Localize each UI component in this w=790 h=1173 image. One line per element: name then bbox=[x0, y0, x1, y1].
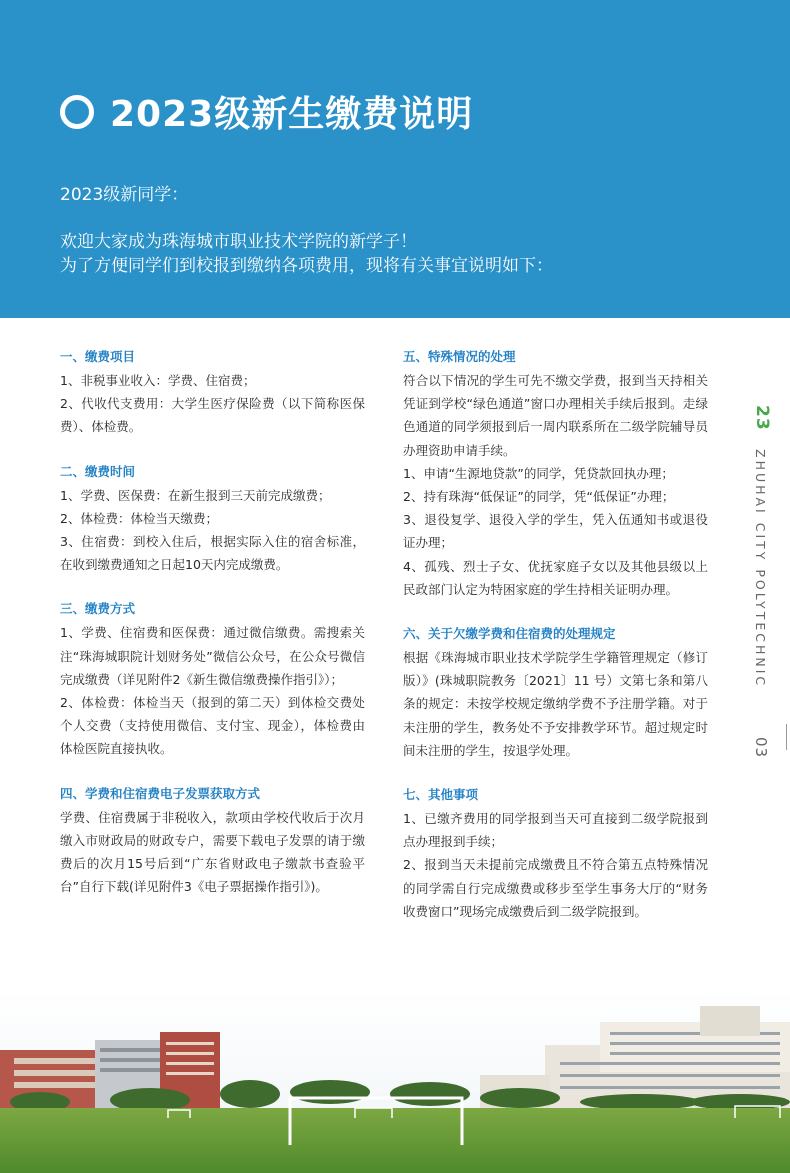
campus-photo bbox=[0, 990, 790, 1173]
section-title: 二、缴费时间 bbox=[60, 463, 136, 479]
section-line: 2、体检费：体检当天（报到的第二天）到体检交费处个人交费（支持使用微信、支付宝、现金），体检费由体检医院直接执收。 bbox=[60, 695, 365, 757]
section-line: 符合以下情况的学生可先不缴交学费，报到当天持相关凭证到学校“绿色通道”窗口办理相关手续后报到。走绿色通道的同学须报到后一周内联系所在二级学院辅导员办理资助申请手续。 bbox=[403, 373, 708, 458]
section-line: 1、申请“生源地贷款”的同学，凭贷款回执办理； bbox=[403, 465, 674, 481]
section-title: 三、缴费方式 bbox=[60, 601, 136, 617]
section-e-invoice bbox=[60, 783, 365, 899]
section-arrears-rules bbox=[403, 623, 708, 762]
sports-field bbox=[0, 1108, 790, 1173]
section-line: 1、已缴齐费用的同学报到当天可直接到二级学院报到点办理报到手续； bbox=[403, 811, 708, 850]
section-title: 七、其他事项 bbox=[403, 787, 479, 803]
section-payment-time bbox=[60, 461, 365, 577]
page-title: 2023级新生缴费说明 bbox=[110, 94, 474, 135]
section-payment-method bbox=[60, 598, 365, 760]
side-divider bbox=[786, 724, 787, 750]
side-number: 23 bbox=[752, 405, 772, 431]
side-label bbox=[752, 405, 772, 765]
section-line: 2、代收代支费用：大学生医疗保险费（以下简称医保费）、体检费。 bbox=[60, 396, 365, 435]
circle-icon bbox=[60, 95, 94, 129]
right-column bbox=[403, 346, 708, 945]
intro-line: 为了方便同学们到校报到缴纳各项费用，现将有关事宜说明如下： bbox=[60, 256, 553, 276]
side-school-name: ZHUHAI CITY POLYTECHNIC bbox=[753, 449, 768, 689]
page-number: 03 bbox=[752, 737, 770, 759]
section-line: 3、退役复学、退役入学的学生，凭入伍通知书或退役证办理； bbox=[403, 512, 708, 551]
header-banner bbox=[0, 0, 790, 318]
section-line: 2、持有珠海“低保证”的同学，凭“低保证”办理； bbox=[403, 489, 675, 505]
section-line: 1、学费、住宿费和医保费：通过微信缴费。需搜索关注“珠海城职院计划财务处”微信公众号，在公众号微信完成缴费（详见附件2《新生微信缴费操作指引》）； bbox=[60, 625, 365, 687]
section-line: 2、报到当天未提前完成缴费且不符合第五点特殊情况的同学需自行完成缴费或移步至学生事务大厅的“财务收费窗口”现场完成缴费后到二级学院报到。 bbox=[403, 857, 708, 919]
section-title: 一、缴费项目 bbox=[60, 349, 136, 364]
intro-line: 欢迎大家成为珠海城市职业技术学院的新学子！ bbox=[60, 232, 417, 252]
section-line: 2、体检费：体检当天缴费； bbox=[60, 510, 218, 526]
section-title: 四、学费和住宿费电子发票获取方式 bbox=[60, 785, 261, 801]
title-row bbox=[60, 86, 473, 137]
section-line: 3、住宿费：到校入住后，根据实际入住的宿舍标准，在收到缴费通知之日起10天内完成缴费。 bbox=[60, 534, 365, 573]
section-line: 1、非税事业收入：学费、住宿费； bbox=[60, 373, 256, 388]
section-line: 根据《珠海城市职业技术学院学生学籍管理规定（修订版）》(珠城职院教务〔2021〕11 号）文第七条和第八条的规定：未按学校规定缴纳学费不予注册学籍。对于未注册的学生，教务处不予安排教学环节。超过规定时间未注册的学生，按退学处理。 bbox=[403, 650, 708, 758]
left-column bbox=[60, 346, 365, 920]
section-payment-items bbox=[60, 346, 365, 439]
section-line: 学费、住宿费属于非税收入，款项由学校代收后于次月缴入市财政局的财政专户，需要下载电子发票的请于缴费后的次月15号后到“广东省财政电子缴款书查验平台”自行下载(详见附件3《电子票据操作指引》)。 bbox=[60, 809, 365, 895]
section-special-cases bbox=[403, 346, 708, 601]
section-title: 五、特殊情况的处理 bbox=[403, 349, 516, 364]
section-other-matters bbox=[403, 784, 708, 923]
greeting: 2023级新同学： bbox=[60, 185, 189, 205]
section-line: 4、孤残、烈士子女、优抚家庭子女以及其他县级以上民政部门认定为特困家庭的学生持相关证明办理。 bbox=[403, 558, 708, 597]
section-line: 1、学费、医保费：在新生报到三天前完成缴费； bbox=[60, 487, 331, 503]
intro-text bbox=[60, 230, 553, 278]
section-title: 六、关于欠缴学费和住宿费的处理规定 bbox=[403, 626, 616, 642]
